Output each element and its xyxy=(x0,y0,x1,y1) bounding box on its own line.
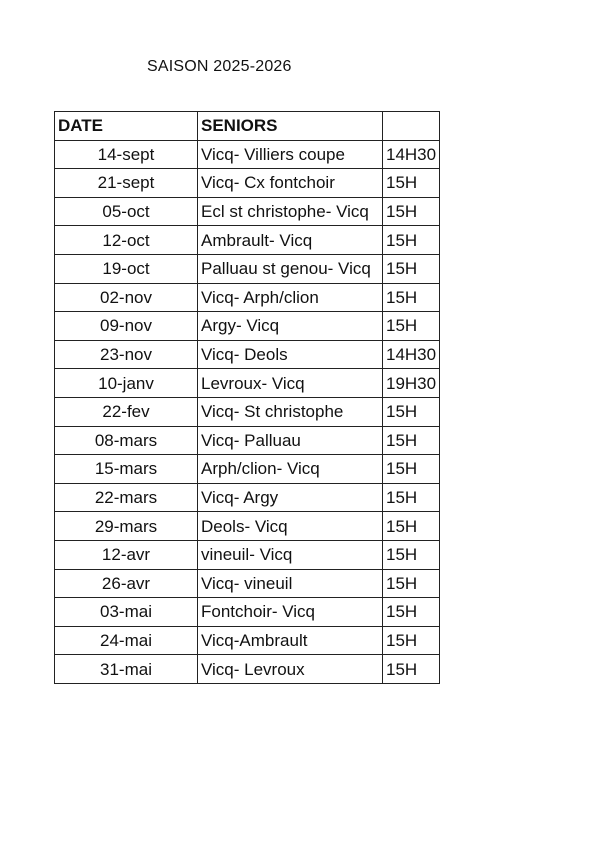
date-cell: 21-sept xyxy=(55,169,198,198)
match-cell: Vicq- Argy xyxy=(198,483,383,512)
table-row xyxy=(55,569,440,598)
date-cell: 05-oct xyxy=(55,197,198,226)
match-cell: Vicq- Palluau xyxy=(198,426,383,455)
date-header: DATE xyxy=(55,112,198,141)
match-cell: Argy- Vicq xyxy=(198,312,383,341)
page-title: SAISON 2025-2026 xyxy=(147,58,292,75)
date-cell: 12-oct xyxy=(55,226,198,255)
time-cell: 15H xyxy=(383,254,440,283)
date-cell: 09-nov xyxy=(55,312,198,341)
match-cell: Vicq- vineuil xyxy=(198,569,383,598)
time-cell: 15H xyxy=(383,197,440,226)
table-row xyxy=(55,483,440,512)
schedule-body xyxy=(55,112,440,684)
table-row xyxy=(55,512,440,541)
time-cell: 15H xyxy=(383,540,440,569)
time-cell: 15H xyxy=(383,512,440,541)
table-row xyxy=(55,197,440,226)
date-cell: 10-janv xyxy=(55,369,198,398)
date-cell: 15-mars xyxy=(55,455,198,484)
match-cell: Vicq- St christophe xyxy=(198,397,383,426)
seniors-header: SENIORS xyxy=(198,112,383,141)
time-cell: 15H xyxy=(383,283,440,312)
table-row xyxy=(55,254,440,283)
date-cell: 02-nov xyxy=(55,283,198,312)
date-cell: 12-avr xyxy=(55,540,198,569)
date-cell: 29-mars xyxy=(55,512,198,541)
time-cell: 15H xyxy=(383,655,440,684)
table-row xyxy=(55,397,440,426)
time-cell: 15H xyxy=(383,397,440,426)
time-cell: 15H xyxy=(383,626,440,655)
match-cell: Palluau st genou- Vicq xyxy=(198,254,383,283)
table-row xyxy=(55,426,440,455)
table-row xyxy=(55,226,440,255)
date-cell: 24-mai xyxy=(55,626,198,655)
time-cell: 15H xyxy=(383,426,440,455)
date-cell: 03-mai xyxy=(55,598,198,627)
table-row xyxy=(55,540,440,569)
table-row xyxy=(55,140,440,169)
time-cell: 15H xyxy=(383,169,440,198)
match-cell: Vicq- Villiers coupe xyxy=(198,140,383,169)
table-row xyxy=(55,369,440,398)
match-cell: Vicq- Arph/clion xyxy=(198,283,383,312)
match-cell: vineuil- Vicq xyxy=(198,540,383,569)
match-cell: Vicq-Ambrault xyxy=(198,626,383,655)
match-cell: Fontchoir- Vicq xyxy=(198,598,383,627)
schedule-table xyxy=(54,111,440,684)
time-cell: 15H xyxy=(383,455,440,484)
table-row xyxy=(55,283,440,312)
match-cell: Vicq- Deols xyxy=(198,340,383,369)
match-cell: Ecl st christophe- Vicq xyxy=(198,197,383,226)
time-cell: 14H30 xyxy=(383,340,440,369)
table-row xyxy=(55,340,440,369)
table-header-row xyxy=(55,112,440,141)
time-cell: 15H xyxy=(383,312,440,341)
match-cell: Vicq- Levroux xyxy=(198,655,383,684)
time-cell: 15H xyxy=(383,226,440,255)
date-cell: 26-avr xyxy=(55,569,198,598)
table-row xyxy=(55,169,440,198)
table-row xyxy=(55,455,440,484)
date-cell: 19-oct xyxy=(55,254,198,283)
table-row xyxy=(55,655,440,684)
match-cell: Arph/clion- Vicq xyxy=(198,455,383,484)
date-cell: 31-mai xyxy=(55,655,198,684)
match-cell: Ambrault- Vicq xyxy=(198,226,383,255)
match-cell: Deols- Vicq xyxy=(198,512,383,541)
date-cell: 14-sept xyxy=(55,140,198,169)
time-cell: 19H30 xyxy=(383,369,440,398)
table-row xyxy=(55,312,440,341)
time-cell: 15H xyxy=(383,598,440,627)
match-cell: Levroux- Vicq xyxy=(198,369,383,398)
date-cell: 08-mars xyxy=(55,426,198,455)
match-cell: Vicq- Cx fontchoir xyxy=(198,169,383,198)
date-cell: 22-mars xyxy=(55,483,198,512)
table-row xyxy=(55,626,440,655)
date-cell: 22-fev xyxy=(55,397,198,426)
time-header xyxy=(383,112,440,141)
date-cell: 23-nov xyxy=(55,340,198,369)
time-cell: 15H xyxy=(383,569,440,598)
time-cell: 14H30 xyxy=(383,140,440,169)
table-row xyxy=(55,598,440,627)
time-cell: 15H xyxy=(383,483,440,512)
